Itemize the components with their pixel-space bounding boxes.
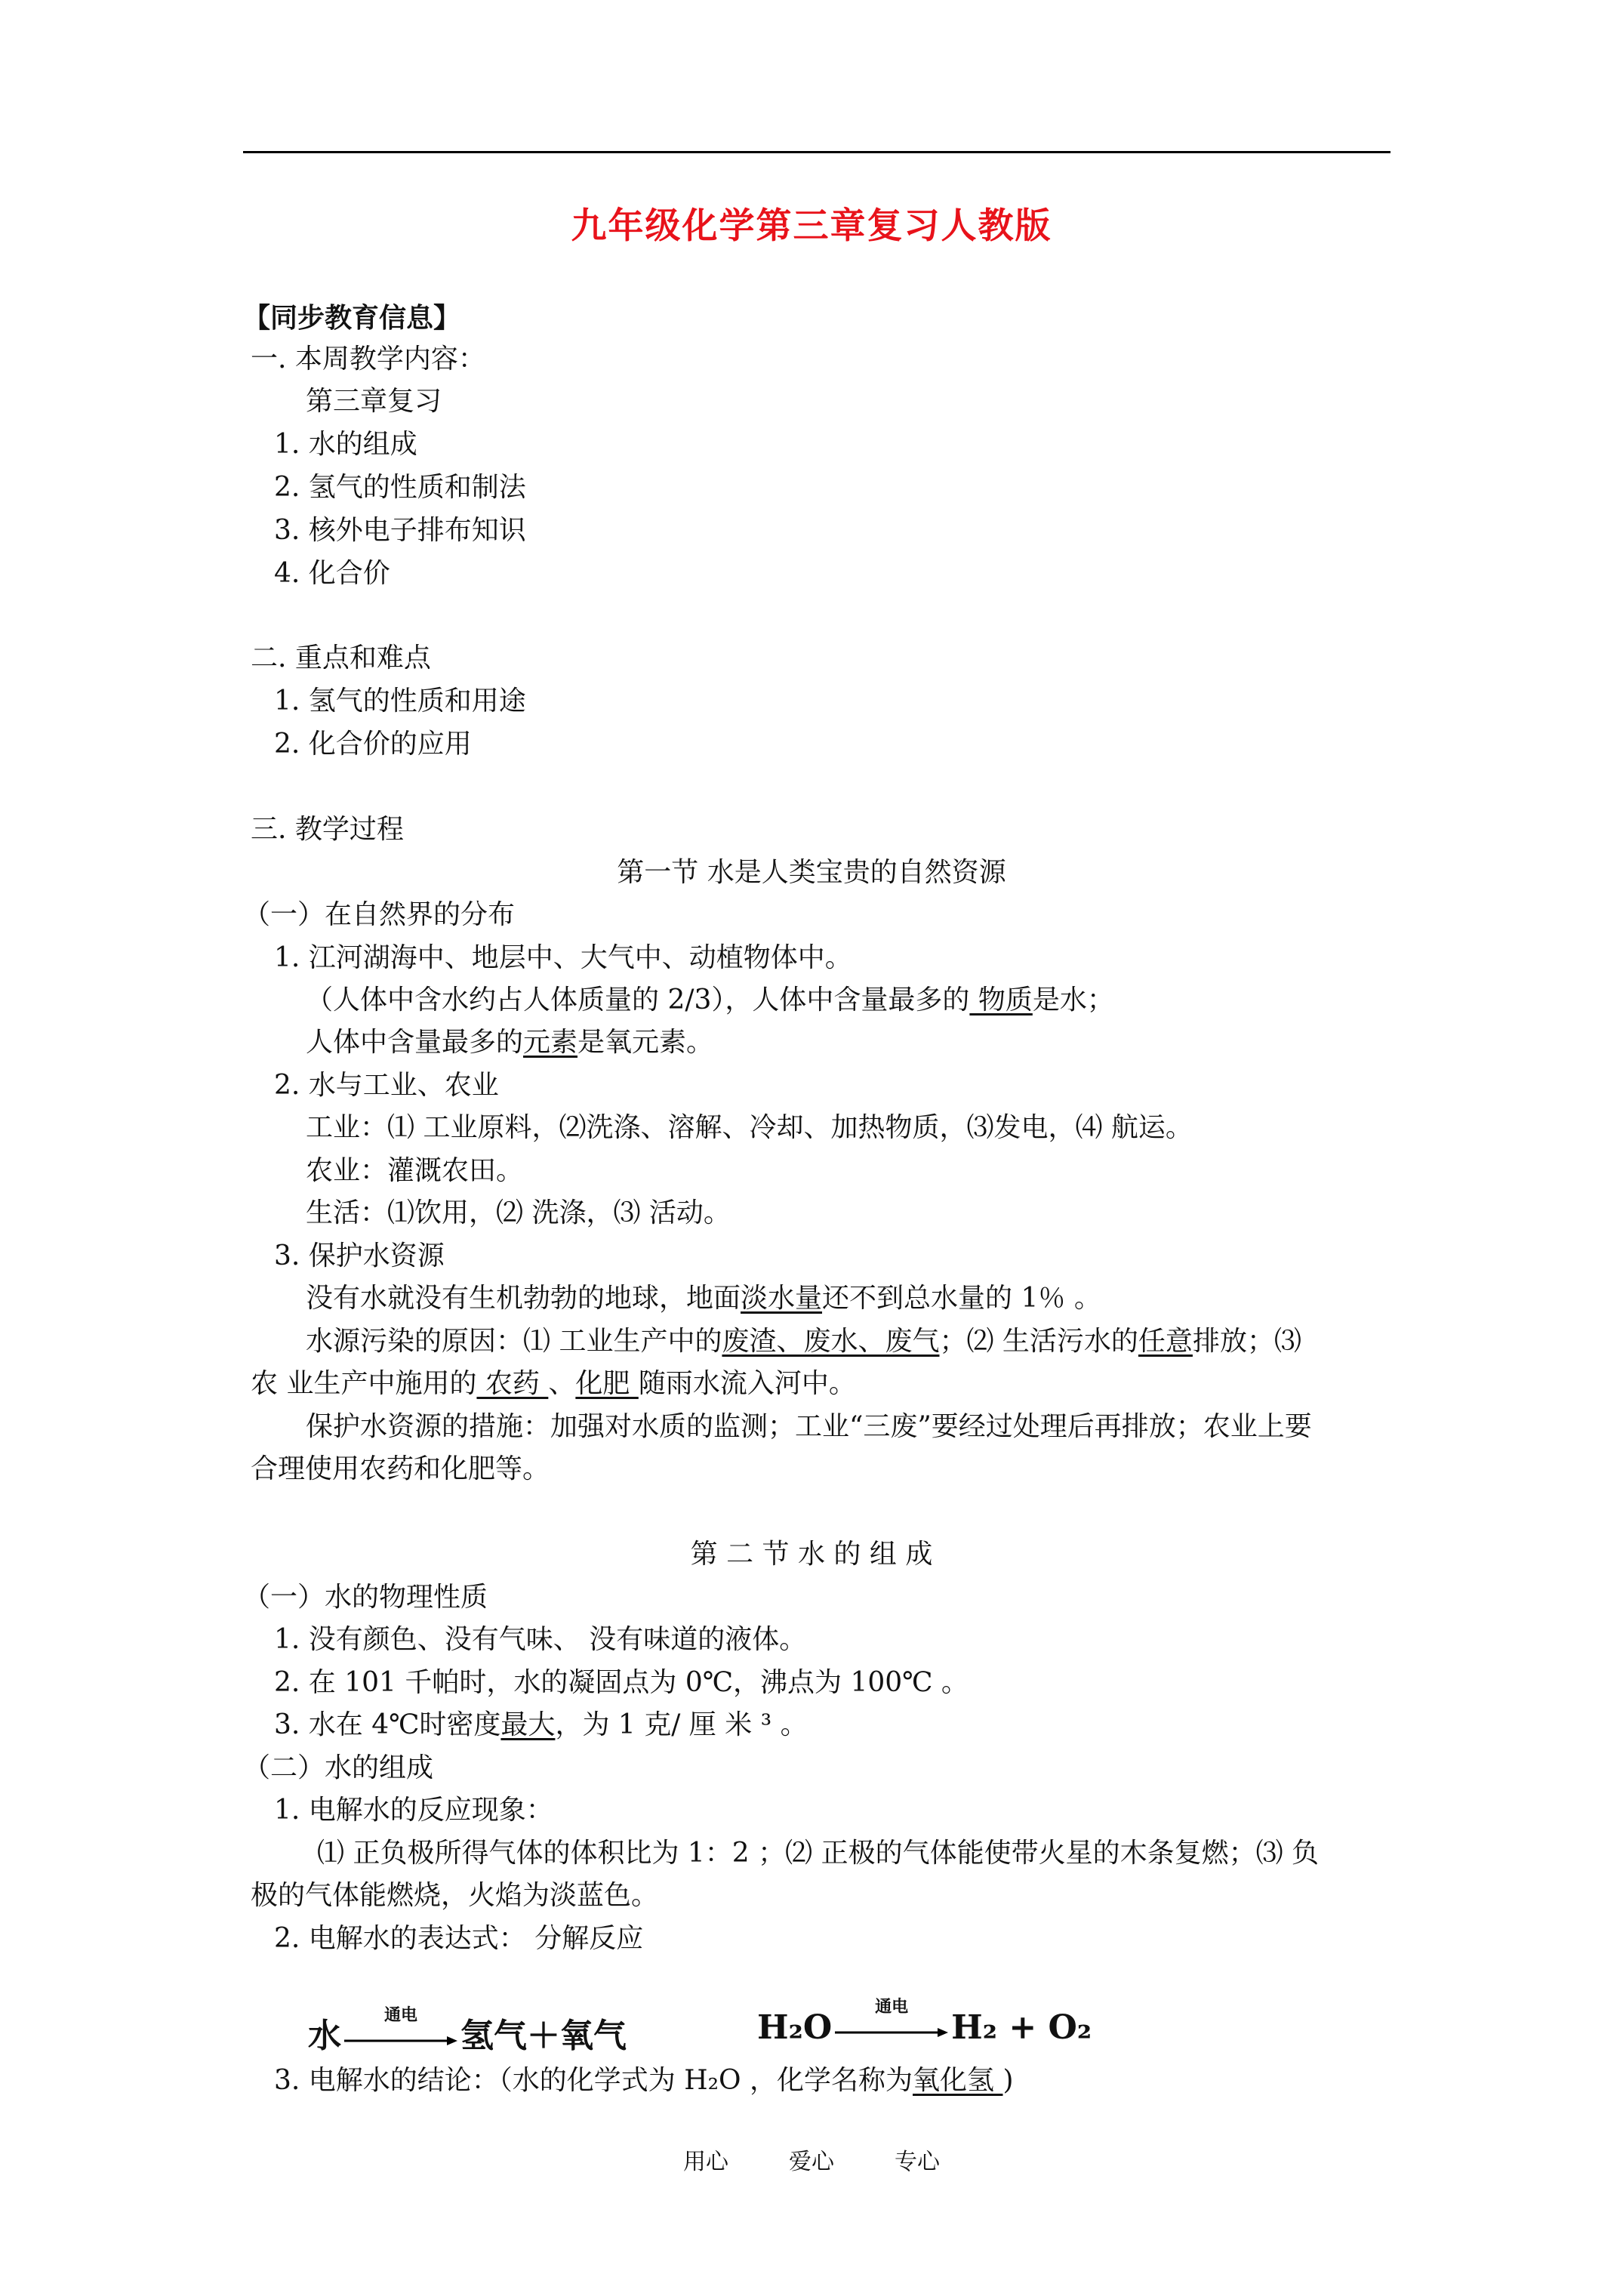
list-item: 2. 氢气的性质和制法 <box>274 472 526 503</box>
section-3-heading: 三. 教学过程 <box>251 814 404 845</box>
reaction-arrow-icon: 通电 <box>835 2014 948 2047</box>
list-item: 2. 电解水的表达式： 分解反应 <box>274 1923 644 1954</box>
page-footer <box>0 2143 1623 2176</box>
subheading: （二）水的组成 <box>243 1752 434 1783</box>
paragraph-line: 生活：⑴饮用，⑵ 洗涤，⑶ 活动。 <box>306 1197 731 1228</box>
list-item: 2. 化合价的应用 <box>274 729 472 760</box>
footer-text: 爱心 <box>789 2149 834 2175</box>
list-item: 3. 保护水资源 <box>274 1240 445 1271</box>
top-rule <box>243 151 1390 153</box>
subheading: （一）在自然界的分布 <box>243 899 516 930</box>
list-item: 3. 水在 4℃时密度最大，为 1 克/ 厘 米 ³ 。 <box>274 1709 808 1740</box>
list-item: 1. 电解水的反应现象： <box>274 1795 553 1826</box>
paragraph-line: 农业：灌溉农田。 <box>306 1155 524 1186</box>
paragraph-line: 农 业生产中施用的 农药 、化肥 随雨水流入河中。 <box>251 1368 856 1399</box>
list-item: 2. 在 101 千帕时，水的凝固点为 0℃，沸点为 100℃ 。 <box>274 1667 969 1698</box>
paragraph-line: 人体中含量最多的元素是氧元素。 <box>306 1027 714 1058</box>
list-item: 3. 核外电子排布知识 <box>274 515 526 546</box>
list-item: 2. 水与工业、农业 <box>274 1070 499 1101</box>
paragraph-line: 合理使用农药和化肥等。 <box>251 1453 550 1484</box>
list-item: 1. 氢气的性质和用途 <box>274 686 526 717</box>
list-item: 3. 电解水的结论：（水的化学式为 H₂O ，化学名称为氧化氢 ) <box>274 2065 1014 2096</box>
list-item: 4. 化合价 <box>274 558 390 589</box>
footer-text: 专心 <box>895 2149 940 2175</box>
list-item: 1. 江河湖海中、地层中、大气中、动植物体中。 <box>274 942 852 973</box>
footer-text: 用心 <box>683 2149 728 2175</box>
reaction-arrow-icon: 通电 <box>344 2022 457 2055</box>
paragraph-line: ⑴ 正负极所得气体的体积比为 1：2 ；⑵ 正极的气体能使带火星的木条复燃；⑶ 负 <box>317 1838 1320 1869</box>
paragraph-line: 极的气体能燃烧，火焰为淡蓝色。 <box>251 1880 659 1911</box>
paragraph-line: 水源污染的原因：⑴ 工业生产中的废渣、废水、废气；⑵ 生活污水的任意排放；⑶ <box>306 1326 1301 1357</box>
subheading: （一）水的物理性质 <box>243 1582 488 1613</box>
list-item: 1. 水的组成 <box>274 429 417 460</box>
paragraph-line: （人体中含水约占人体质量的 2/3），人体中含量最多的 物质是水； <box>306 985 1114 1015</box>
paragraph-line: 没有水就没有生机勃勃的地球，地面淡水量还不到总水量的 1％ 。 <box>306 1283 1101 1314</box>
chemical-equation: H₂O 通电 H₂ + O₂ <box>757 1996 1092 2047</box>
paragraph-line: 保护水资源的措施：加强对水质的监测；工业“三废”要经过处理后再排放；农业上要 <box>306 1411 1312 1442</box>
section-1-heading: 一. 本周教学内容： <box>251 344 485 374</box>
word-equation: 水 通电 氢气＋氧气 <box>308 2005 627 2055</box>
section-1-sub: 第三章复习 <box>306 386 442 417</box>
section-2-heading: 二. 重点和难点 <box>251 643 431 673</box>
subsection-1-title: 第一节 水是人类宝贵的自然资源 <box>617 857 1006 888</box>
document-title: 九年级化学第三章复习人教版 <box>571 205 1052 247</box>
list-item: 1. 没有颜色、没有气味、 没有味道的液体。 <box>274 1624 807 1655</box>
paragraph-line: 工业：⑴ 工业原料，⑵洗涤、溶解、冷却、加热物质，⑶发电，⑷ 航运。 <box>306 1112 1193 1143</box>
sync-info-heading: 【同步教育信息】 <box>243 302 461 334</box>
subsection-2-title: 第 二 节 水 的 组 成 <box>690 1539 933 1570</box>
